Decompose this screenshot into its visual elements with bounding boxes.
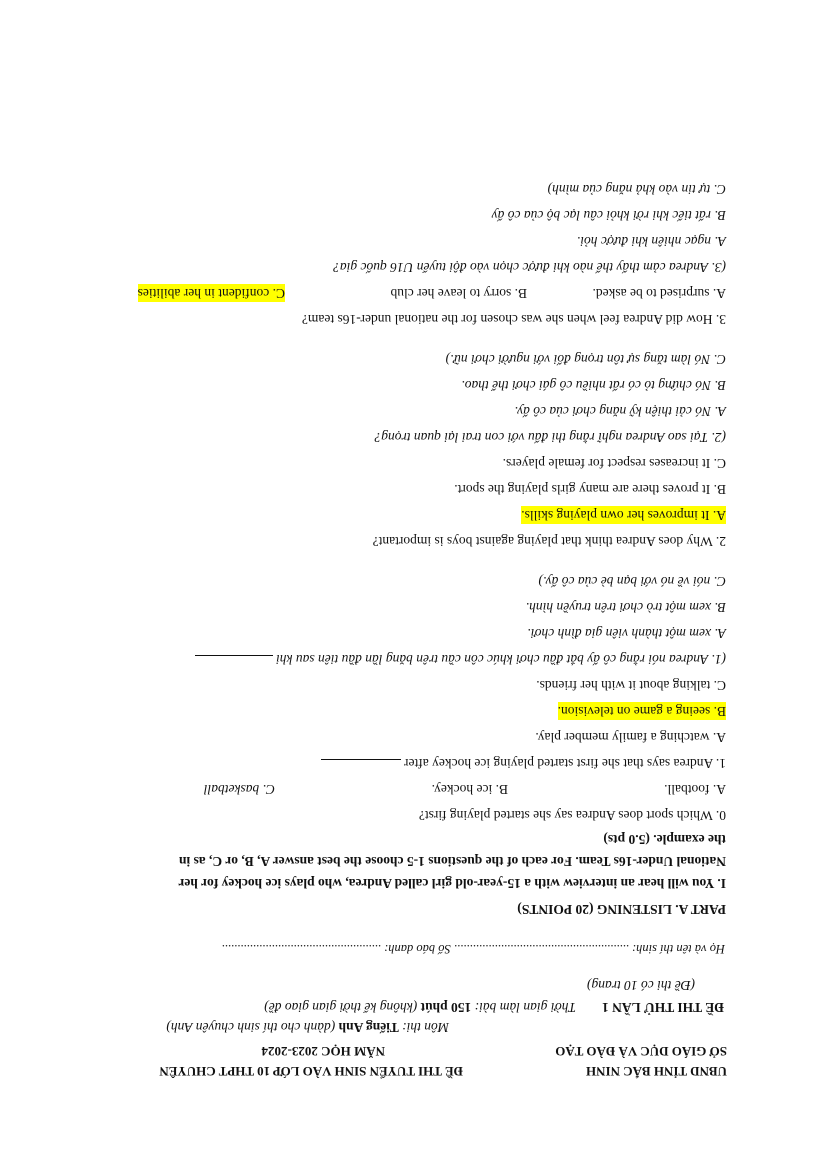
q1-answer-blank: [321, 759, 401, 772]
q2-option-b: B. It proves there are many girls playing the sport.: [454, 482, 726, 497]
q2-vi-stem: (2. Tại sao Andrea nghĩ rằng thi đấu với con trai lại quan trọng?: [374, 430, 726, 445]
q1-vi-stem: [195, 650, 726, 668]
exam-code: ĐỀ THI THỬ LẦN 1: [601, 1000, 724, 1015]
page-count: (Đề thi có 10 trang): [587, 978, 695, 993]
q1-vi-option-b: B. xem một trò chơi trên truyền hình.: [525, 600, 726, 615]
q1-vi-option-c: C. nói về nó với bạn bè của cô ấy.): [538, 574, 726, 589]
q2-vi-option-b: B. Nó chứng tỏ có rất nhiều cô gái chơi thể thao.: [461, 378, 726, 393]
q0-option-a: A. football.: [664, 782, 726, 797]
q2-option-a: A. It improves her own playing skills.: [521, 508, 726, 523]
q2-option-c: C. It increases respect for female players.: [502, 456, 726, 471]
q2-vi-option-a: A. Nó cải thiện kỹ năng chơi của cô ấy.: [514, 404, 726, 419]
time-value: 150 phút: [420, 1000, 472, 1015]
time-prefix: Thời gian làm bài:: [471, 1000, 576, 1015]
school-year: NĂM HỌC 2023-2024: [261, 1044, 385, 1059]
q1-option-a: A. watching a family member play.: [535, 730, 726, 745]
q2-stem: 2. Why does Andrea think that playing against boys is important?: [372, 534, 726, 549]
q0-stem: 0. Which sport does Andrea say she started playing first?: [418, 808, 726, 823]
part-a-title: PART A. LISTENING (20 POINTS): [517, 902, 726, 917]
province-name: UBND TỈNH BẮC NINH: [586, 1064, 727, 1079]
subject-prefix: Môn thi:: [398, 1020, 449, 1035]
q3-option-a: A. surprised to be asked.: [592, 286, 726, 301]
q1-vi-blank: [195, 655, 273, 668]
part-a-instruction-3: the example. (5.0 pts): [603, 832, 726, 847]
exam-title: ĐỀ THI TUYỂN SINH VÀO LỚP 10 THPT CHUYÊN: [159, 1064, 463, 1079]
q1-stem: [321, 754, 726, 772]
q1-stem-text: 1. Andrea says that she first started playing ice hockey after: [403, 756, 726, 771]
time-suffix: (không kể thời gian giao đề): [264, 1000, 421, 1015]
q3-option-b: B. sorry to leave her club: [390, 286, 527, 301]
q3-option-c: C. confident in her abilities: [137, 286, 285, 301]
q3-stem: 3. How did Andrea feel when she was chosen for the national under-16s team?: [301, 312, 726, 327]
q3-vi-option-a: A. ngạc nhiên khi được hỏi.: [576, 234, 726, 249]
q1-vi-option-a: A. xem một thành viên gia đình chơi.: [527, 626, 726, 641]
q1-vi-stem-text: (1. Andrea nói rằng cô ấy bắt đầu chơi khúc côn cầu trên băng lần đầu tiên sau khi: [275, 652, 726, 667]
department-name: SỞ GIÁO DỤC VÀ ĐÀO TẠO: [555, 1044, 727, 1059]
q1-option-c: C. talking about it with her friends.: [536, 678, 726, 693]
q0-option-b: B. ice hockey.: [431, 782, 508, 797]
q2-vi-option-c: C. Nó làm tăng sự tôn trọng đối với người chơi nữ.): [445, 352, 726, 367]
q3-vi-stem: (3. Andrea cảm thấy thế nào khi được chọn vào đội tuyển U16 quốc gia?: [333, 260, 726, 275]
q0-option-c: C. basketball: [203, 782, 275, 797]
q3-vi-option-b: B. rất tiếc khi rời khỏi câu lạc bộ của cô ấy: [491, 208, 726, 223]
q3-vi-option-c: C. tự tin vào khả năng của mình): [547, 182, 726, 197]
part-a-instruction-2: National Under-16s Team. For each of the questions 1-5 choose the best answer A, B, or C, as in: [178, 854, 726, 869]
student-info-line: Họ và tên thí sinh: ........................................................ Số báo danh: ...................................................: [221, 942, 725, 956]
time-line: [264, 998, 576, 1016]
q1-option-b: B. seeing a game on television.: [557, 704, 726, 719]
subject-name: Tiếng Anh: [338, 1020, 399, 1035]
part-a-instruction-1: I. You will hear an interview with a 15-year-old girl called Andrea, who plays ice hockey for her: [178, 876, 726, 891]
subject-line: [166, 1018, 449, 1036]
subject-suffix: (dành cho thí sinh chuyên Anh): [166, 1020, 339, 1035]
